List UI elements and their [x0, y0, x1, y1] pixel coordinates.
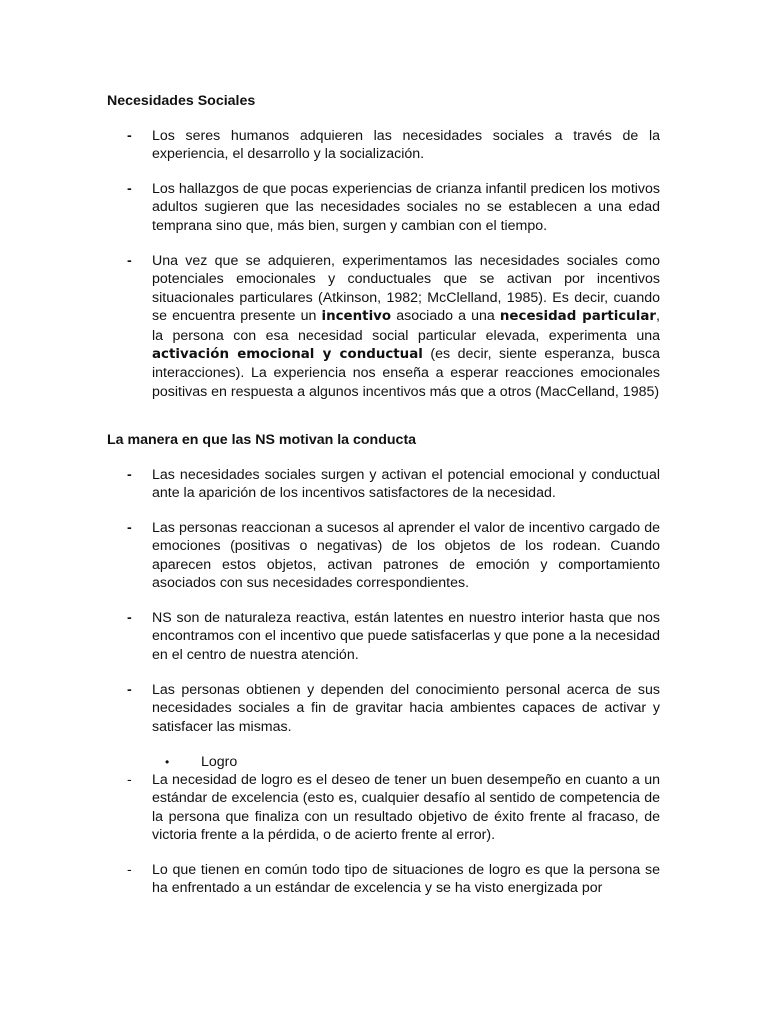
paragraph-text: Los seres humanos adquieren las necesidades sociales a través de la experiencia, el desarrollo y la socialización.: [152, 128, 660, 163]
dash-marker: -: [127, 253, 132, 269]
bold-term-activacion: activación emocional y conductual: [152, 347, 423, 363]
bullet-dot-icon: •: [165, 755, 170, 769]
text-run: Una vez que se adquieren, experimentamos las necesidades sociales como potenciales emocionales y conductuales que se activan por incentivos situacionales particulares (Atkinson, 1982; McClelland, 1985). Es decir, cuando se encuentra presente un: [152, 253, 660, 325]
bullet-item-logro: [107, 753, 660, 771]
dash-marker: -: [127, 128, 132, 144]
dash-marker: -: [127, 181, 132, 197]
list-item: [107, 127, 660, 164]
dash-marker: -: [127, 467, 132, 483]
list-item: [107, 466, 660, 503]
list-item: [107, 681, 660, 736]
paragraph-text: La necesidad de logro es el deseo de tener un buen desempeño en cuanto a un estándar de excelencia (esto es, cualquier desafío al sentido de competencia de la persona que finaliza con un resultado objetivo de éxito frente al fracaso, de victoria frente a la pérdida, o de acierto frente al error).: [152, 772, 660, 844]
bold-term-necesidad-particular: necesidad particular: [499, 309, 657, 325]
paragraph-text: Los hallazgos de que pocas experiencias de crianza infantil predicen los motivos adultos sugieren que las necesidades sociales no se establecen a una edad temprana sino que, más bien, surgen y cambian con el tiempo.: [152, 181, 660, 234]
paragraph-text: NS son de naturaleza reactiva, están latentes en nuestro interior hasta que nos encontramos con el incentivo que puede satisfacerlas y que pone a la necesidad en el centro de nuestra atención.: [152, 610, 660, 663]
list-item: [107, 861, 660, 898]
text-run: asociado a una: [391, 308, 500, 325]
dash-marker: -: [127, 772, 132, 788]
text-run: (es decir, siente esperanza, busca interacciones). La experiencia nos enseña a esperar reacciones emocionales positivas en respuesta a algunos incentivos más que a otros (MacCelland, 1985): [152, 346, 660, 400]
paragraph-text: Las personas obtienen y dependen del conocimiento personal acerca de sus necesidades sociales a fin de gravitar hacia ambientes capaces de activar y satisfacer las mismas.: [152, 682, 660, 735]
text-run: , la persona con esa necesidad social particular elevada, experimenta una: [152, 308, 660, 344]
dash-marker: -: [127, 862, 132, 878]
dash-marker: -: [127, 682, 132, 698]
list-item: [107, 180, 660, 235]
dash-marker: -: [127, 610, 132, 626]
list-item: [107, 771, 660, 845]
section-heading-manera-ns: La manera en que las NS motivan la conducta: [107, 432, 417, 448]
list-item: [107, 252, 660, 401]
list-item: [107, 519, 660, 593]
paragraph-text: Lo que tienen en común todo tipo de situaciones de logro es que la persona se ha enfrentado a un estándar de excelencia y se ha visto energizada por: [152, 862, 660, 897]
paragraph-text: Las personas reaccionan a sucesos al aprender el valor de incentivo cargado de emociones (positivas o negativas) de los objetos de los rodean. Cuando aparecen estos objetos, activan patrones de emoción y comportamiento asociados con sus necesidades correspondientes.: [152, 520, 660, 592]
list-item: [107, 609, 660, 664]
section-heading-necesidades-sociales: Necesidades Sociales: [107, 93, 256, 109]
paragraph-text: Las necesidades sociales surgen y activan el potencial emocional y conductual ante la aparición de los incentivos satisfactores de la necesidad.: [152, 467, 660, 502]
paragraph-text: [152, 252, 660, 401]
bold-term-incentivo: incentivo: [321, 309, 392, 325]
dash-marker: -: [127, 520, 132, 536]
bullet-label: Logro: [201, 754, 238, 770]
